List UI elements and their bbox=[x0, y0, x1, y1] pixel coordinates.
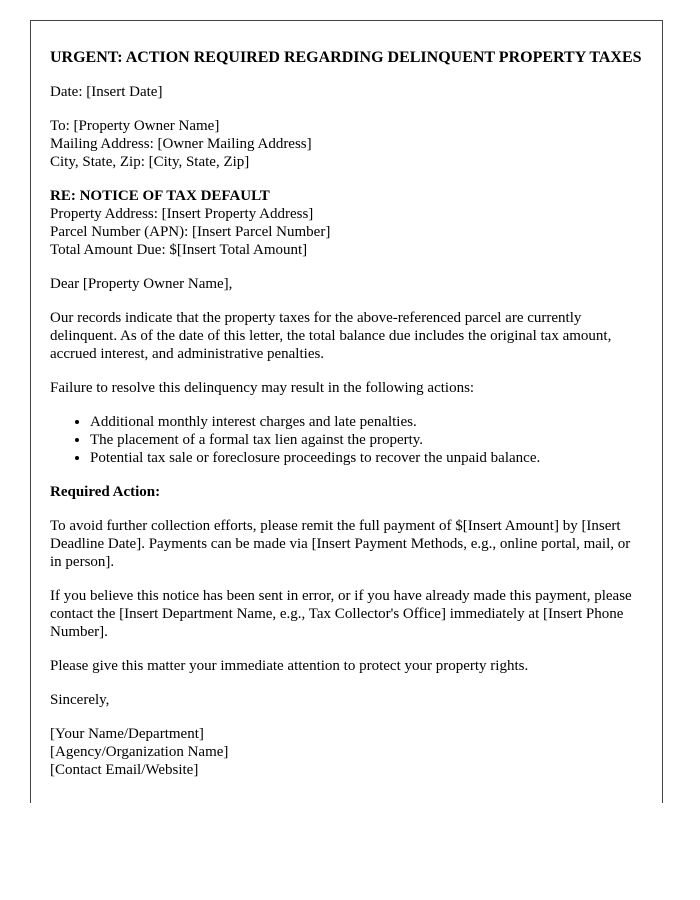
paragraph-payment: To avoid further collection efforts, please remit the full payment of $[Insert Amount] by [Insert Deadline Date]. Payments can be made via [Insert Payment Methods, e.g., online portal, mail, or in person]. bbox=[50, 518, 631, 570]
required-action-heading: Required Action: bbox=[50, 484, 161, 500]
signature-block bbox=[50, 725, 643, 779]
paragraph-intro: Our records indicate that the property taxes for the above-referenced parcel are currently delinquent. As of the date of this letter, the total balance due includes the original tax amount, accrued interest, and administrative penalties. bbox=[50, 310, 612, 362]
closing: Sincerely, bbox=[50, 692, 110, 708]
signature-contact: [Contact Email/Website] bbox=[50, 762, 199, 778]
recipient-city: City, State, Zip: [City, State, Zip] bbox=[50, 154, 250, 170]
signature-name: [Your Name/Department] bbox=[50, 726, 204, 742]
letter-page bbox=[30, 20, 663, 803]
property-address: Property Address: [Insert Property Address] bbox=[50, 206, 314, 222]
paragraph-attention: Please give this matter your immediate attention to protect your property rights. bbox=[50, 658, 529, 674]
letter-title: URGENT: ACTION REQUIRED REGARDING DELINQUENT PROPERTY TAXES bbox=[50, 49, 642, 66]
letter-date: Date: [Insert Date] bbox=[50, 84, 163, 100]
parcel-number: Parcel Number (APN): [Insert Parcel Number] bbox=[50, 224, 331, 240]
consequences-list bbox=[50, 413, 643, 467]
paragraph-contact: If you believe this notice has been sent in error, or if you have already made this payment, please contact the [Insert Department Name, e.g., Tax Collector's Office] immediately at [Insert Phone Number]. bbox=[50, 588, 632, 640]
list-item: • Potential tax sale or foreclosure proceedings to recover the unpaid balance. bbox=[90, 449, 643, 467]
re-block bbox=[50, 187, 643, 259]
signature-agency: [Agency/Organization Name] bbox=[50, 744, 229, 760]
recipient-name: To: [Property Owner Name] bbox=[50, 118, 220, 134]
re-heading: RE: NOTICE OF TAX DEFAULT bbox=[50, 188, 270, 204]
list-item: • The placement of a formal tax lien against the property. bbox=[90, 431, 643, 449]
total-amount: Total Amount Due: $[Insert Total Amount] bbox=[50, 242, 308, 258]
recipient-block bbox=[50, 117, 643, 171]
list-item: • Additional monthly interest charges and late penalties. bbox=[90, 413, 643, 431]
paragraph-failure: Failure to resolve this delinquency may result in the following actions: bbox=[50, 380, 475, 396]
salutation: Dear [Property Owner Name], bbox=[50, 276, 233, 292]
recipient-address: Mailing Address: [Owner Mailing Address] bbox=[50, 136, 312, 152]
